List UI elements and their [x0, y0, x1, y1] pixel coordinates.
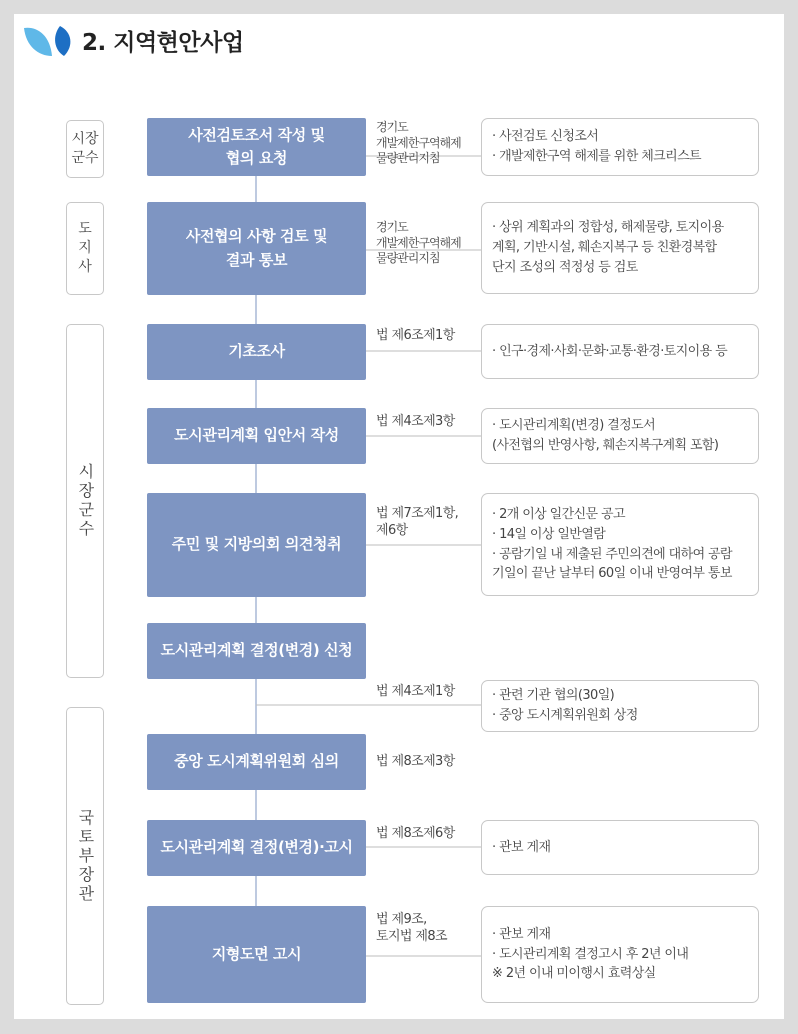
note-box: [481, 680, 759, 732]
step-label: 주민 및 지방의회 의견청취: [171, 535, 342, 554]
law-reference: [376, 825, 488, 842]
page-title: 2. 지역현안사업: [82, 30, 244, 56]
law-line: 법 제6조제1항: [376, 328, 455, 343]
law-line: 개발제한구역해제: [376, 235, 461, 250]
step-label: 도시관리계획 입안서 작성: [174, 426, 339, 445]
step-public-hearing: [147, 493, 366, 597]
actor-governor: [66, 202, 104, 295]
step-plan-application: [147, 623, 366, 679]
actor-label: 시장군수: [75, 463, 95, 539]
note-line: · 도시관리계획 결정고시 후 2년 이내: [492, 946, 689, 962]
step-label: 도시관리계획 결정(변경) 신청: [160, 641, 353, 660]
law-line: 경기도: [376, 220, 408, 234]
note-line: · 상위 계획과의 정합성, 해제물량, 토지이용: [492, 220, 724, 236]
law-reference: [376, 327, 488, 344]
note-line: · 인구·경제·사회·문화·교통·환경·토지이용 등: [492, 343, 728, 359]
step-pre-review-request: [147, 118, 366, 176]
note-box: [481, 202, 759, 294]
step-label: 기초조사: [228, 342, 285, 361]
note-line: (사전협의 반영사항, 훼손지복구계획 포함): [492, 438, 719, 453]
law-line: 물량관리지침: [376, 151, 440, 166]
law-line: 경기도: [376, 120, 408, 134]
page: [14, 14, 784, 1019]
law-reference: [376, 753, 488, 770]
note-box: [481, 118, 759, 176]
actor-minister: [66, 707, 104, 1005]
law-reference: [376, 911, 488, 945]
step-draft-plan: [147, 408, 366, 464]
law-reference: [376, 413, 488, 430]
step-pre-consultation-review: [147, 202, 366, 295]
law-line: 법 제7조제1항,: [376, 506, 459, 521]
step-basic-survey: [147, 324, 366, 380]
note-line: 기일이 끝난 날부터 60일 이내 반영여부 통보: [492, 566, 732, 582]
law-reference: [376, 683, 488, 700]
law-reference: [376, 505, 488, 539]
note-line: 계획, 기반시설, 훼손지복구 등 친환경복합: [492, 240, 717, 256]
step-plan-announcement: [147, 820, 366, 876]
law-line: 법 제4조제3항: [376, 414, 455, 429]
step-label: 지형도면 고시: [211, 944, 302, 963]
law-line: 토지법 제8조: [376, 929, 447, 945]
step-label: 중앙 도시계획위원회 심의: [174, 752, 339, 771]
note-line: · 공람기일 내 제출된 주민의견에 대하여 공람: [492, 546, 732, 562]
note-box: [481, 493, 759, 596]
step-central-committee: [147, 734, 366, 790]
note-line: · 도시관리계획(변경) 결정도서: [492, 418, 656, 434]
law-line: 법 제8조제3항: [376, 754, 455, 769]
law-line: 법 제9조,: [376, 912, 427, 927]
note-line: · 개발제한구역 해제를 위한 체크리스트: [492, 149, 701, 164]
note-line: ※ 2년 이내 미이행시 효력상실: [492, 966, 656, 982]
law-line: 법 제4조제1항: [376, 684, 455, 699]
note-line: · 사전검토 신청조서: [492, 129, 599, 145]
law-line: 개발제한구역해제: [376, 135, 461, 150]
law-reference: [376, 220, 488, 267]
law-line: 물량관리지침: [376, 251, 440, 266]
actor-mayor-2: [66, 324, 104, 678]
note-box: [481, 820, 759, 875]
note-line: · 관련 기관 협의(30일): [492, 688, 615, 704]
note-box: [481, 408, 759, 464]
step-label: 사전협의 사항 검토 및: [185, 227, 328, 246]
step-label: 도시관리계획 결정(변경)·고시: [160, 838, 353, 857]
step-label: 사전검토조서 작성 및: [188, 125, 325, 144]
step-label: 협의 요청: [225, 149, 288, 167]
actor-label: 군수: [71, 150, 99, 166]
actor-label: 도: [78, 221, 92, 238]
law-reference: [376, 120, 488, 167]
step-label: 결과 통보: [225, 250, 288, 269]
actor-label: 국토부장관: [75, 808, 95, 904]
actor-mayor-1: [66, 120, 104, 178]
actor-label: 지: [78, 240, 92, 257]
actor-label: 시장: [71, 131, 99, 148]
note-line: 단지 조성의 적정성 등 검토: [492, 259, 638, 275]
note-box: [481, 324, 759, 379]
note-line: · 14일 이상 일반열람: [492, 526, 606, 542]
law-line: 제6항: [376, 523, 408, 539]
note-line: · 중앙 도시계획위원회 상정: [492, 708, 638, 723]
note-line: · 2개 이상 일간신문 공고: [492, 507, 625, 522]
actor-label: 사: [78, 258, 92, 275]
law-line: 법 제8조제6항: [376, 826, 455, 841]
step-topographic-map-notice: [147, 906, 366, 1003]
note-box: [481, 906, 759, 1003]
note-line: · 관보 게재: [492, 839, 551, 855]
note-line: · 관보 게재: [492, 926, 551, 942]
